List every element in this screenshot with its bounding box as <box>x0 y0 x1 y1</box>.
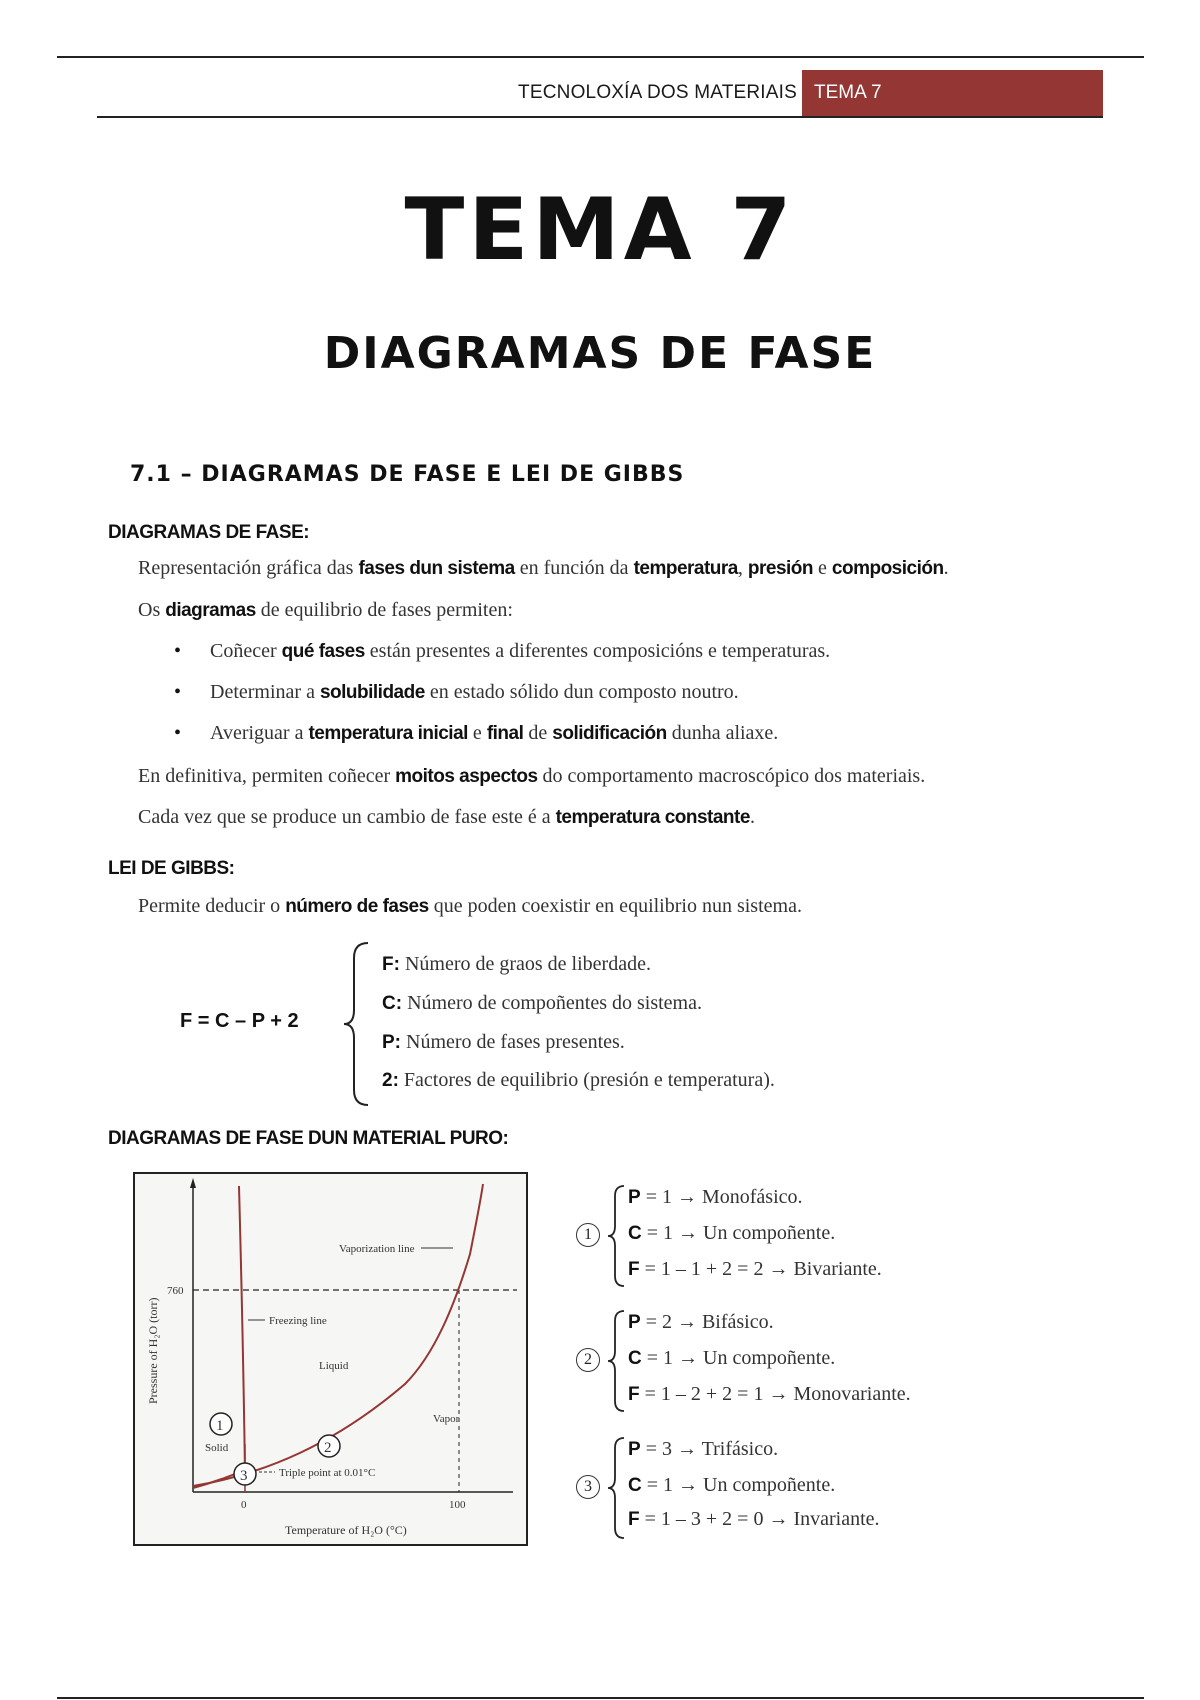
header-title: TECNOLOXÍA DOS MATERIAIS <box>518 82 797 103</box>
page-header <box>97 70 1103 118</box>
case-row: P = 3 → Trifásico. <box>628 1438 779 1460</box>
case-brace <box>606 1436 626 1540</box>
bullet-item: Coñecer qué fases están presentes a diferentes composicións e temperaturas. <box>210 640 831 662</box>
case-number: 1 <box>576 1223 600 1247</box>
solid-label: Solid <box>205 1442 229 1454</box>
liquid-label: Liquid <box>319 1360 349 1372</box>
marker-3-label: 3 <box>240 1468 248 1484</box>
marker-1-label: 1 <box>216 1418 224 1434</box>
diagramas-paragraph-4: Cada vez que se produce un cambio de fase este é a temperatura constante. <box>138 806 755 828</box>
freezing-line <box>239 1186 245 1474</box>
diagramas-paragraph-1: Representación gráfica das fases dun sistema en función da temperatura, presión e composición. <box>138 557 949 579</box>
y-axis-label: Pressure of H₂O (torr) <box>146 1297 160 1404</box>
header-tab <box>802 70 1103 116</box>
gibbs-paragraph: Permite deducir o número de fases que poden coexistir en equilibrio nun sistema. <box>138 895 802 917</box>
y-tick-760: 760 <box>167 1285 184 1297</box>
section-heading: 7.1 – DIAGRAMAS DE FASE E LEI DE GIBBS <box>130 462 685 487</box>
puro-label: DIAGRAMAS DE FASE DUN MATERIAL PURO: <box>108 1128 509 1149</box>
vaporization-label: Vaporization line <box>339 1243 415 1255</box>
diagramas-label: DIAGRAMAS DE FASE: <box>108 522 310 543</box>
bullet-item: Averiguar a temperatura inicial e final de solidificación dunha aliaxe. <box>210 722 779 744</box>
gibbs-formula: F = C – P + 2 <box>180 1010 299 1032</box>
case-row: F = 1 – 1 + 2 = 2 → Bivariante. <box>628 1258 882 1280</box>
gibbs-def-2: 2: Factores de equilibrio (presión e temperatura). <box>382 1069 775 1091</box>
page-subtitle: DIAGRAMAS DE FASE <box>323 328 877 379</box>
bullet-item: Determinar a solubilidade en estado sólido dun composto noutro. <box>210 681 739 703</box>
case-brace <box>606 1184 626 1288</box>
gibbs-def-f: F: Número de graos de liberdade. <box>382 953 651 975</box>
phase-diagram-svg <box>135 1174 526 1544</box>
diagramas-paragraph-2: Os diagramas de equilibrio de fases permiten: <box>138 599 513 621</box>
gibbs-def-c: C: Número de compoñentes do sistema. <box>382 992 702 1014</box>
y-axis-arrow <box>190 1178 196 1188</box>
case-number: 2 <box>576 1348 600 1372</box>
bullet-marker: • <box>174 640 182 662</box>
phase-case-3 <box>576 1434 976 1544</box>
bullet-marker: • <box>174 681 182 703</box>
freezing-label: Freezing line <box>269 1315 327 1327</box>
case-row: P = 2 → Bifásico. <box>628 1311 774 1333</box>
x-axis-label: Temperature of H₂O (°C) <box>285 1523 407 1537</box>
phase-case-2 <box>576 1307 976 1417</box>
case-brace <box>606 1309 626 1413</box>
case-row: C = 1 → Un compoñente. <box>628 1347 836 1369</box>
phase-diagram <box>133 1172 528 1546</box>
page-title: TEMA 7 <box>404 180 796 280</box>
case-row: C = 1 → Un compoñente. <box>628 1474 836 1496</box>
top-rule <box>57 56 1144 58</box>
diagramas-paragraph-3: En definitiva, permiten coñecer moitos aspectos do comportamento macroscópico dos materiais. <box>138 765 926 787</box>
header-tab-label: TEMA 7 <box>814 82 882 103</box>
phase-case-1 <box>576 1182 976 1292</box>
gibbs-def-p: P: Número de fases presentes. <box>382 1031 625 1053</box>
case-row: F = 1 – 2 + 2 = 1 → Monovariante. <box>628 1383 911 1405</box>
bullet-marker: • <box>174 722 182 744</box>
triple-point-label: Triple point at 0.01°C <box>279 1467 376 1479</box>
case-row: C = 1 → Un compoñente. <box>628 1222 836 1244</box>
gibbs-label: LEI DE GIBBS: <box>108 858 235 879</box>
bottom-rule <box>57 1697 1144 1699</box>
vapor-label: Vapor <box>433 1413 460 1425</box>
case-row: P = 1 → Monofásico. <box>628 1186 803 1208</box>
x-tick-0: 0 <box>241 1499 247 1511</box>
x-tick-100: 100 <box>449 1499 466 1511</box>
case-number: 3 <box>576 1475 600 1499</box>
case-row: F = 1 – 3 + 2 = 0 → Invariante. <box>628 1508 880 1530</box>
gibbs-brace <box>342 940 372 1108</box>
marker-2-label: 2 <box>324 1440 332 1456</box>
